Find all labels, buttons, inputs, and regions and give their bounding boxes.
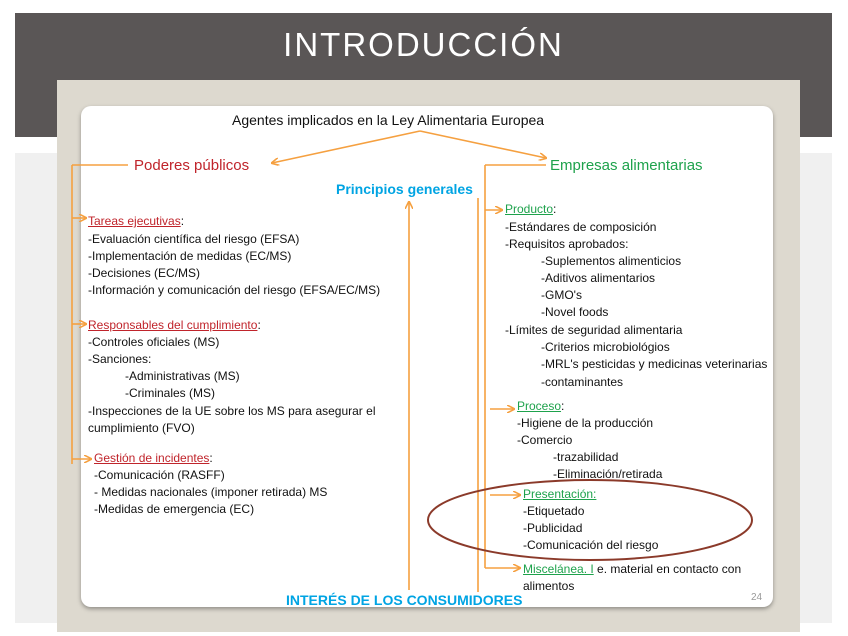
responsables-item: -Administrativas (MS) [125,369,240,383]
producto-item: -Límites de seguridad alimentaria [505,323,683,337]
tareas-item: -Decisiones (EC/MS) [88,266,201,280]
miscelanea-text-cont: alimentos [523,579,575,593]
producto-item: -GMO's [541,288,582,302]
poderes-publicos-label: Poderes públicos [134,157,250,174]
producto-item: -Requisitos aprobados: [505,237,629,251]
producto-heading [505,202,556,217]
gestion-item: - Medidas nacionales (imponer retirada) MS [94,485,328,499]
responsables-item: -Criminales (MS) [125,386,215,400]
responsables-item: -Controles oficiales (MS) [88,335,220,349]
miscelanea-heading: Miscelánea. I [523,562,594,576]
proceso-heading-colon: : [561,399,565,413]
responsables-item: -Inspecciones de la UE sobre los MS para asegurar el [88,404,376,418]
gestion-item: -Medidas de emergencia (EC) [94,502,255,516]
producto-item: -Novel foods [541,305,609,319]
tareas-item: -Implementación de medidas (EC/MS) [88,249,292,263]
responsables-item: cumplimiento (FVO) [88,421,195,435]
tareas-item: -Evaluación científica del riesgo (EFSA) [88,232,300,246]
producto-heading-text: Producto [505,202,554,216]
gestion-item: -Comunicación (RASFF) [94,468,225,482]
presentacion-heading: Presentación: [523,487,597,501]
gestion-heading [94,451,213,466]
miscelanea-line [523,562,741,577]
proceso-item: -Higiene de la producción [517,416,654,430]
producto-item: -MRL's pesticidas y medicinas veterinarias [541,357,768,371]
left-side-strip [15,153,57,623]
presentacion-item: -Comunicación del riesgo [523,538,659,552]
proceso-item: -Comercio [517,433,573,447]
producto-item: -Aditivos alimentarios [541,271,656,285]
producto-item: -Suplementos alimenticios [541,254,682,268]
page-number: 24 [751,592,763,603]
slide-title: INTRODUCCIÓN [283,26,564,63]
gestion-heading-colon: : [209,451,213,465]
producto-item: -Estándares de composición [505,220,657,234]
tareas-item: -Información y comunicación del riesgo (EFSA/EC/MS) [88,283,381,297]
tareas-heading-text: Tareas ejecutivas [88,214,181,228]
presentacion-item: -Publicidad [523,521,583,535]
responsables-heading [88,318,261,333]
proceso-item: -Eliminación/retirada [553,467,663,481]
producto-heading-colon: : [553,202,557,216]
tareas-heading-colon: : [180,214,185,228]
proceso-heading [517,399,564,414]
gestion-heading-text: Gestión de incidentes [94,451,210,465]
principios-generales-label: Principios generales [336,181,473,197]
responsables-item: -Sanciones: [88,352,152,366]
miscelanea-text: e. material en contacto con [597,562,742,576]
interes-consumidores-label: INTERÉS DE LOS CONSUMIDORES [286,592,523,608]
proceso-item: -trazabilidad [553,450,619,464]
empresas-alimentarias-label: Empresas alimentarias [550,157,703,174]
tareas-heading [88,214,184,229]
right-side-strip [800,153,832,623]
responsables-heading-colon: : [257,318,261,332]
responsables-heading-text: Responsables del cumplimiento [88,318,258,332]
presentacion-item: -Etiquetado [523,504,585,518]
proceso-heading-text: Proceso [517,399,562,413]
producto-item: -Criterios microbiológios [541,340,670,354]
producto-item: -contaminantes [541,375,624,389]
diagram-header: Agentes implicados en la Ley Alimentaria Europea [232,112,545,128]
